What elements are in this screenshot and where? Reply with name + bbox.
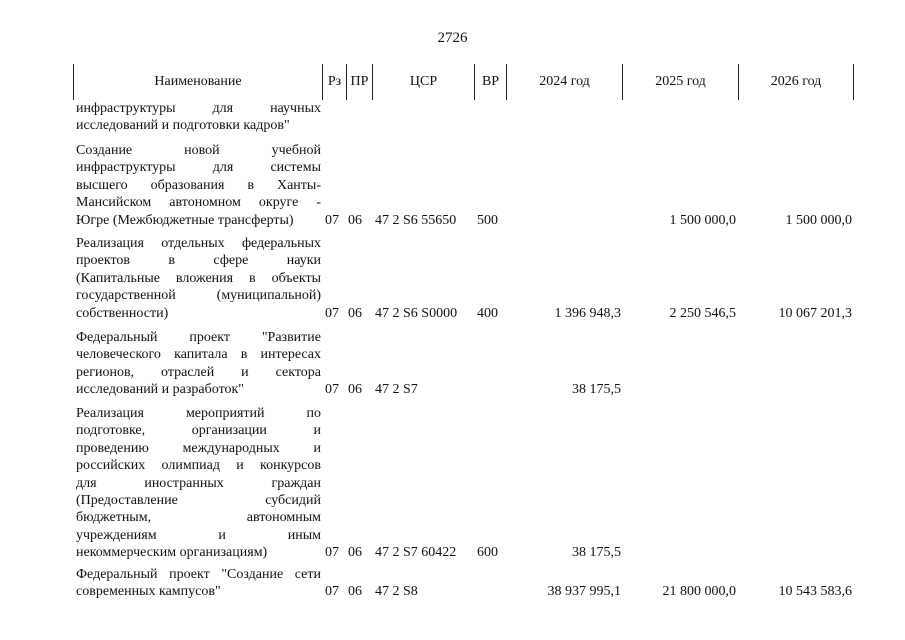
row-name-line: учреждениям и иным — [76, 527, 321, 543]
row-csr: 47 2 S7 — [375, 382, 418, 398]
row-csr: 47 2 S6 S0000 — [375, 305, 458, 321]
row-value-2025: 1 500 000,0 — [669, 212, 736, 228]
row-pr: 06 — [348, 382, 362, 398]
row-name-line: Федеральный проект "Развитие — [76, 330, 321, 345]
row-name-line: подготовке, организации и — [76, 423, 321, 439]
row-csr: 47 2 S7 60422 — [375, 545, 457, 561]
row-rz: 07 — [325, 382, 339, 398]
row-name-line: Югре (Межбюджетные трансферты) — [76, 212, 294, 228]
row-name — [76, 405, 321, 562]
row-csr: 47 2 S6 55650 — [375, 212, 457, 228]
row-value-2024: 1 396 948,3 — [554, 305, 621, 321]
row-name-line: исследований и разработок" — [76, 382, 245, 398]
row-name-line: проведению международных и — [76, 440, 321, 456]
row-name-line: (Предоставление субсидий — [76, 492, 321, 508]
row-name-line: высшего образования в Ханты- — [76, 177, 321, 193]
row-name — [76, 100, 321, 135]
column-header-2026: 2026 год — [738, 64, 854, 100]
row-value-2025: 21 800 000,0 — [662, 584, 736, 600]
column-header-rz: Рз — [322, 64, 346, 100]
row-pr: 06 — [348, 545, 362, 561]
row-value-2025: 2 250 546,5 — [669, 305, 736, 321]
row-pr: 06 — [348, 212, 362, 228]
column-header-2024: 2024 год — [506, 64, 622, 100]
row-name-line: регионов, отраслей и сектора — [76, 364, 321, 380]
column-header-pr: ПР — [346, 64, 372, 100]
row-name-line: современных кампусов" — [76, 584, 221, 600]
row-rz: 07 — [325, 212, 339, 228]
row-name-line: (Капитальные вложения в объекты — [76, 270, 321, 286]
row-name-line: собственности) — [76, 305, 169, 321]
row-name-line: Федеральный проект "Создание сети — [76, 567, 321, 582]
row-name-line: Реализация мероприятий по — [76, 406, 321, 421]
column-header-2025: 2025 год — [622, 64, 738, 100]
row-name-line: человеческого капитала в интересах — [76, 347, 321, 363]
row-pr: 06 — [348, 305, 362, 321]
row-vr: 400 — [477, 305, 498, 321]
row-name — [76, 566, 321, 601]
row-name-line: для иностранных граждан — [76, 475, 321, 491]
row-rz: 07 — [325, 305, 339, 321]
column-header-vr: ВР — [474, 64, 506, 100]
row-name-line: инфраструктуры для научных — [76, 101, 321, 116]
row-value-2026: 10 067 201,3 — [778, 305, 852, 321]
row-name — [76, 235, 321, 322]
row-value-2024: 38 175,5 — [572, 545, 621, 561]
row-name-line: государственной (муниципальной) — [76, 288, 321, 304]
row-rz: 07 — [325, 545, 339, 561]
row-name-line: исследований и подготовки кадров" — [76, 118, 290, 134]
row-name-line: российских олимпиад и конкурсов — [76, 458, 321, 474]
row-name — [76, 329, 321, 399]
row-rz: 07 — [325, 584, 339, 600]
row-name-line: Мансийском автономном округе - — [76, 195, 321, 211]
row-vr: 500 — [477, 212, 498, 228]
row-csr: 47 2 S8 — [375, 584, 418, 600]
row-vr: 600 — [477, 545, 498, 561]
row-value-2024: 38 175,5 — [572, 382, 621, 398]
row-name-line: инфраструктуры для системы — [76, 160, 321, 176]
row-value-2026: 10 543 583,6 — [778, 584, 852, 600]
row-name-line: проектов в сфере науки — [76, 253, 321, 269]
page-number: 2726 — [437, 30, 468, 46]
row-name-line: некоммерческим организациям) — [76, 545, 268, 561]
row-name-line: бюджетным, автономным — [76, 510, 321, 526]
column-header-name: Наименование — [73, 64, 322, 100]
row-value-2024: 38 937 995,1 — [547, 584, 621, 600]
row-name — [76, 142, 321, 229]
column-header-csr: ЦСР — [372, 64, 474, 100]
row-value-2026: 1 500 000,0 — [785, 212, 852, 228]
row-pr: 06 — [348, 584, 362, 600]
row-name-line: Создание новой учебной — [76, 143, 321, 158]
row-name-line: Реализация отдельных федеральных — [76, 236, 321, 251]
